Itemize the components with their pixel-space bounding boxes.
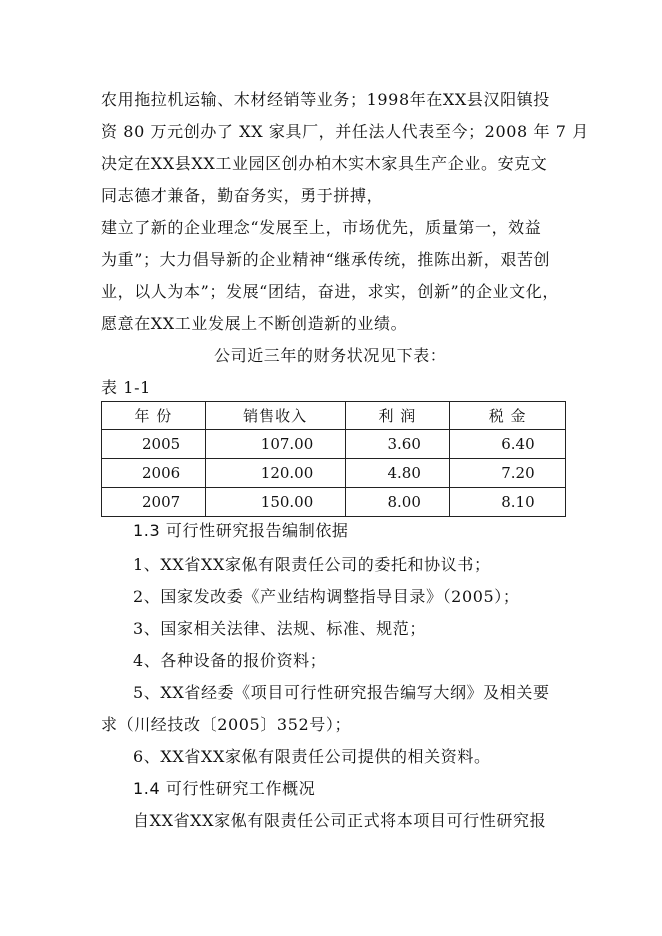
- paragraph-line-2: 资 80 万元创办了 XX 家具厂，并任法人代表至今；2008 年 7 月: [101, 122, 589, 141]
- header-tax: 税 金: [450, 402, 566, 430]
- basis-item-5: 5、XX省经委《项目可行性研究报告编写大纲》及相关要: [133, 683, 550, 702]
- basis-item-1: 1、XX省XX家俬有限责任公司的委托和协议书；: [133, 555, 491, 574]
- basis-item-5-continued: 求（川经技改〔2005〕352号）；: [101, 715, 352, 734]
- table-header-row: [102, 402, 566, 430]
- cell-tax: 8.10: [450, 488, 566, 517]
- header-year: 年 份: [102, 402, 206, 430]
- cell-tax: 6.40: [450, 430, 566, 459]
- cell-year: 2005: [102, 430, 206, 459]
- cell-year: 2007: [102, 488, 206, 517]
- table-intro: 公司近三年的财务状况见下表：: [214, 346, 447, 365]
- table-label: 表 1-1: [101, 378, 151, 397]
- basis-item-2: 2、国家发改委《产业结构调整指导目录》（2005）；: [133, 587, 520, 606]
- basis-item-4: 4、各种设备的报价资料；: [133, 651, 327, 670]
- paragraph-line-1: 农用拖拉机运输、木材经销等业务；1998年在XX县汉阳镇投: [101, 90, 550, 109]
- section-1-3-title: 1.3 可行性研究报告编制依据: [133, 521, 349, 540]
- paragraph-line-3: 决定在XX县XX工业园区创办柏木实木家具生产企业。安克文: [101, 154, 548, 173]
- paragraph-line-7: 业，以人为本”；发展“团结，奋进，求实，创新”的企业文化，: [101, 282, 559, 301]
- paragraph-line-4: 同志德才兼备，勤奋务实，勇于拼搏，: [101, 186, 384, 205]
- cell-sales: 107.00: [205, 430, 345, 459]
- section-1-4-text: 自XX省XX家俬有限责任公司正式将本项目可行性研究报: [133, 811, 547, 830]
- paragraph-line-5: 建立了新的企业理念“发展至上，市场优先，质量第一，效益: [101, 218, 542, 237]
- paragraph-line-8: 愿意在XX工业发展上不断创造新的业绩。: [101, 314, 408, 333]
- cell-profit: 8.00: [345, 488, 450, 517]
- table-row: [102, 430, 566, 459]
- cell-profit: 4.80: [345, 459, 450, 488]
- cell-sales: 150.00: [205, 488, 345, 517]
- cell-sales: 120.00: [205, 459, 345, 488]
- financial-table: [101, 401, 566, 517]
- cell-profit: 3.60: [345, 430, 450, 459]
- header-sales: 销售收入: [205, 402, 345, 430]
- cell-year: 2006: [102, 459, 206, 488]
- cell-tax: 7.20: [450, 459, 566, 488]
- paragraph-line-6: 为重”；大力倡导新的企业精神“继承传统，推陈出新，艰苦创: [101, 250, 551, 269]
- table-row: [102, 488, 566, 517]
- table-row: [102, 459, 566, 488]
- header-profit: 利 润: [345, 402, 450, 430]
- basis-item-3: 3、国家相关法律、法规、标准、规范；: [133, 619, 426, 638]
- section-1-4-title: 1.4 可行性研究工作概况: [133, 779, 316, 798]
- basis-item-6: 6、XX省XX家俬有限责任公司提供的相关资料。: [133, 747, 491, 766]
